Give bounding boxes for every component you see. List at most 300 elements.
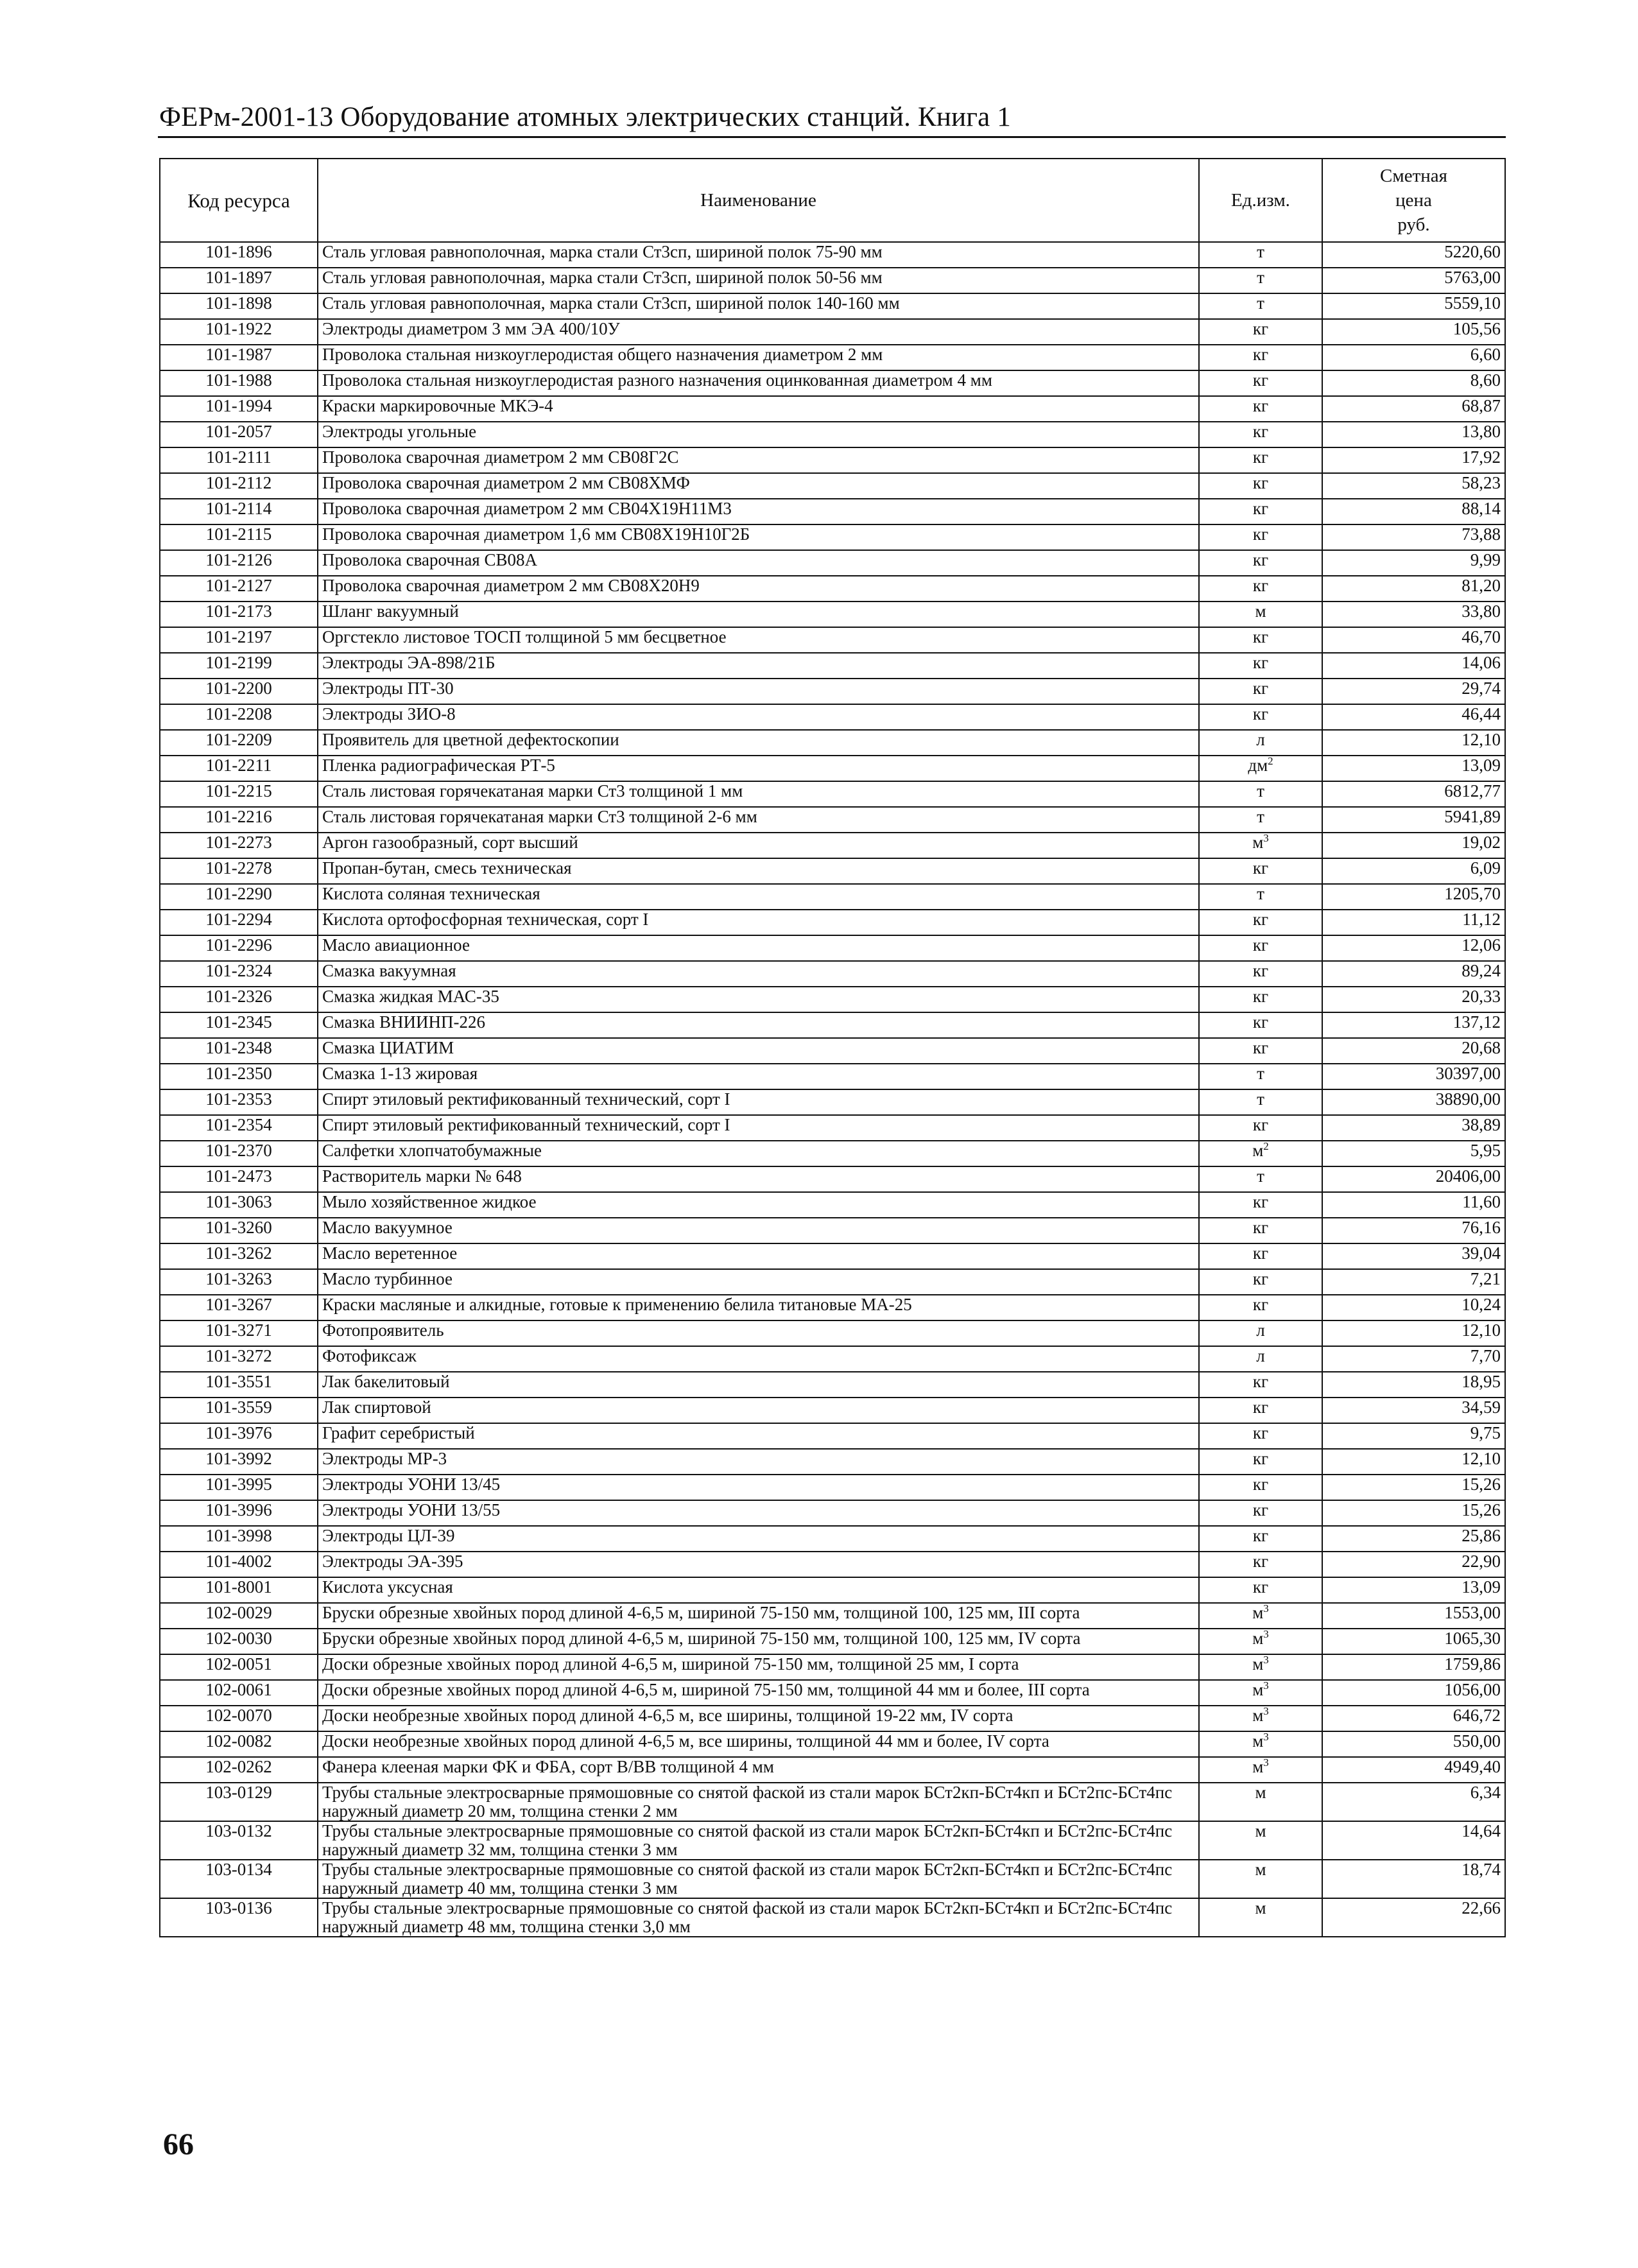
cell-name: Электроды ЗИО-8: [318, 704, 1199, 730]
cell-name: Сталь листовая горячекатаная марки Ст3 толщиной 1 мм: [318, 781, 1199, 807]
cell-code: 101-2294: [160, 910, 318, 935]
cell-unit-text: т: [1257, 242, 1264, 261]
cell-unit-text: кг: [1252, 1012, 1269, 1032]
cell-unit-text: кг: [1252, 704, 1269, 723]
cell-code: 101-2215: [160, 781, 318, 807]
cell-code: 101-2111: [160, 447, 318, 473]
cell-unit: [1199, 1757, 1322, 1783]
cell-name: Масло турбинное: [318, 1269, 1199, 1295]
cell-name: Смазка ВНИИНП-226: [318, 1012, 1199, 1038]
cell-price: 5,95: [1322, 1141, 1505, 1166]
cell-unit: [1199, 1654, 1322, 1680]
cell-unit: [1199, 1680, 1322, 1706]
column-header-code: Код ресурса: [160, 159, 318, 242]
table-header-row: [160, 159, 1505, 242]
table-row: [160, 345, 1505, 370]
cell-name: Сталь угловая равнополочная, марка стали Ст3сп, шириной полок 140-160 мм: [318, 293, 1199, 319]
table-row: [160, 1500, 1505, 1526]
cell-price: 20,68: [1322, 1038, 1505, 1064]
cell-name: Доски необрезные хвойных пород длиной 4-6,5 м, все ширины, толщиной 19-22 мм, IV сорта: [318, 1706, 1199, 1731]
cell-name: Электроды диаметром 3 мм ЭА 400/10У: [318, 319, 1199, 345]
cell-price: 12,10: [1322, 730, 1505, 756]
cell-code: 101-2296: [160, 935, 318, 961]
cell-unit-text: л: [1256, 1346, 1265, 1365]
cell-unit: [1199, 730, 1322, 756]
cell-name: Масло веретенное: [318, 1243, 1199, 1269]
cell-price: 89,24: [1322, 961, 1505, 987]
cell-code: 101-2353: [160, 1089, 318, 1115]
table-row: [160, 1783, 1505, 1821]
cell-name: Сталь угловая равнополочная, марка стали Ст3сп, шириной полок 50-56 мм: [318, 268, 1199, 293]
cell-code: 101-1987: [160, 345, 318, 370]
cell-name: Трубы стальные электросварные прямошовные со снятой фаской из стали марок БСт2кп-БСт4кп и БСт2пс-БСт4пс наружный диаметр 40 мм, толщина стенки 3 мм: [318, 1860, 1199, 1898]
cell-name: Электроды ЭА-395: [318, 1552, 1199, 1577]
cell-unit: [1199, 781, 1322, 807]
cell-unit-text: кг: [1252, 935, 1269, 955]
cell-name: Масло вакуумное: [318, 1218, 1199, 1243]
table-row: [160, 370, 1505, 396]
cell-unit: [1199, 1089, 1322, 1115]
cell-code: 101-2115: [160, 524, 318, 550]
cell-unit: [1199, 627, 1322, 653]
table-row: [160, 1757, 1505, 1783]
cell-unit-text: т: [1257, 1064, 1264, 1083]
cell-price: 22,90: [1322, 1552, 1505, 1577]
cell-name: Проволока стальная низкоуглеродистая общего назначения диаметром 2 мм: [318, 345, 1199, 370]
table-row: [160, 1552, 1505, 1577]
cell-unit-text: кг: [1252, 961, 1269, 980]
cell-unit: [1199, 704, 1322, 730]
cell-code: 101-3063: [160, 1192, 318, 1218]
cell-price: 88,14: [1322, 499, 1505, 524]
table-row: [160, 1064, 1505, 1089]
cell-price: 76,16: [1322, 1218, 1505, 1243]
cell-price: 33,80: [1322, 602, 1505, 627]
cell-name: Графит серебристый: [318, 1423, 1199, 1449]
cell-name: Электроды УОНИ 13/55: [318, 1500, 1199, 1526]
resource-price-table: [159, 158, 1506, 1937]
cell-name: Трубы стальные электросварные прямошовные со снятой фаской из стали марок БСт2кп-БСт4кп и БСт2пс-БСт4пс наружный диаметр 32 мм, толщина стенки 3 мм: [318, 1821, 1199, 1860]
cell-code: 102-0061: [160, 1680, 318, 1706]
cell-unit: [1199, 1475, 1322, 1500]
cell-unit: [1199, 1269, 1322, 1295]
cell-name: Доски необрезные хвойных пород длиной 4-6,5 м, все ширины, толщиной 44 мм и более, IV сорта: [318, 1731, 1199, 1757]
cell-name: Смазка ЦИАТИМ: [318, 1038, 1199, 1064]
table-row: [160, 935, 1505, 961]
table-row: [160, 293, 1505, 319]
cell-code: 101-8001: [160, 1577, 318, 1603]
cell-unit-text: кг: [1252, 576, 1269, 595]
column-header-price-line2: цена: [1395, 190, 1432, 211]
cell-unit: [1199, 1115, 1322, 1141]
cell-price: 8,60: [1322, 370, 1505, 396]
cell-name: Сталь угловая равнополочная, марка стали Ст3сп, шириной полок 75-90 мм: [318, 242, 1199, 268]
cell-name: Сталь листовая горячекатаная марки Ст3 толщиной 2-6 мм: [318, 807, 1199, 833]
cell-code: 101-1988: [160, 370, 318, 396]
cell-unit: [1199, 1577, 1322, 1603]
cell-unit-text: кг: [1252, 1269, 1269, 1288]
cell-name: Масло авиационное: [318, 935, 1199, 961]
cell-price: 15,26: [1322, 1475, 1505, 1500]
table-row: [160, 396, 1505, 422]
cell-unit-text: л: [1256, 730, 1265, 749]
table-row: [160, 1089, 1505, 1115]
cell-code: 101-3995: [160, 1475, 318, 1500]
cell-price: 20406,00: [1322, 1166, 1505, 1192]
cell-unit: [1199, 345, 1322, 370]
cell-unit-text: кг: [1252, 910, 1269, 929]
cell-unit: [1199, 961, 1322, 987]
cell-name: Кислота соляная техническая: [318, 884, 1199, 910]
cell-unit: [1199, 1706, 1322, 1731]
cell-price: 4949,40: [1322, 1757, 1505, 1783]
cell-unit-text: м: [1255, 1821, 1266, 1840]
cell-unit: [1199, 1243, 1322, 1269]
cell-code: 101-2127: [160, 576, 318, 602]
cell-unit: [1199, 1166, 1322, 1192]
table-row: [160, 1603, 1505, 1629]
cell-unit: [1199, 653, 1322, 679]
cell-unit-text: кг: [1252, 499, 1269, 518]
cell-price: 11,60: [1322, 1192, 1505, 1218]
cell-name: Проволока сварочная диаметром 2 мм СВ08Г2С: [318, 447, 1199, 473]
table-row: [160, 1731, 1505, 1757]
table-row: [160, 1526, 1505, 1552]
cell-code: 101-2290: [160, 884, 318, 910]
cell-code: 101-3976: [160, 1423, 318, 1449]
cell-unit: [1199, 1346, 1322, 1372]
table-row: [160, 1115, 1505, 1141]
cell-code: 101-2216: [160, 807, 318, 833]
cell-unit: [1199, 1821, 1322, 1860]
cell-price: 68,87: [1322, 396, 1505, 422]
cell-unit-text: кг: [1252, 473, 1269, 492]
table-row: [160, 576, 1505, 602]
cell-unit: [1199, 396, 1322, 422]
cell-code: 102-0051: [160, 1654, 318, 1680]
table-row: [160, 550, 1505, 576]
column-header-price: [1322, 159, 1505, 242]
column-header-price-line3: руб.: [1397, 214, 1430, 235]
table-row: [160, 1898, 1505, 1937]
cell-name: Проволока сварочная СВ08А: [318, 550, 1199, 576]
cell-unit-text: кг: [1252, 1038, 1269, 1057]
cell-unit-text: кг: [1252, 1500, 1269, 1519]
cell-unit-text: кг: [1252, 524, 1269, 544]
cell-name: Проявитель для цветной дефектоскопии: [318, 730, 1199, 756]
table-row: [160, 730, 1505, 756]
table-row: [160, 781, 1505, 807]
table-row: [160, 1577, 1505, 1603]
cell-price: 9,99: [1322, 550, 1505, 576]
cell-name: Доски обрезные хвойных пород длиной 4-6,5 м, шириной 75-150 мм, толщиной 25 мм, I сорта: [318, 1654, 1199, 1680]
table-row: [160, 1192, 1505, 1218]
cell-name: Пленка радиографическая РТ-5: [318, 756, 1199, 781]
cell-code: 101-3272: [160, 1346, 318, 1372]
cell-name: Электроды УОНИ 13/45: [318, 1475, 1199, 1500]
cell-unit-text: т: [1257, 781, 1264, 801]
table-row: [160, 602, 1505, 627]
cell-unit-text: т: [1257, 884, 1264, 903]
cell-unit-exponent: 3: [1263, 1756, 1269, 1769]
cell-unit: [1199, 268, 1322, 293]
cell-unit-text: кг: [1252, 653, 1269, 672]
table-row: [160, 1629, 1505, 1654]
cell-price: 25,86: [1322, 1526, 1505, 1552]
table-row: [160, 910, 1505, 935]
cell-unit: [1199, 1731, 1322, 1757]
table-row: [160, 679, 1505, 704]
cell-unit-exponent: 3: [1263, 1705, 1269, 1717]
cell-unit-text: м: [1252, 1731, 1264, 1751]
cell-price: 22,66: [1322, 1898, 1505, 1937]
cell-price: 6812,77: [1322, 781, 1505, 807]
table-row: [160, 1141, 1505, 1166]
cell-price: 14,64: [1322, 1821, 1505, 1860]
cell-price: 34,59: [1322, 1398, 1505, 1423]
cell-price: 13,09: [1322, 756, 1505, 781]
table-row: [160, 961, 1505, 987]
cell-unit: [1199, 756, 1322, 781]
cell-price: 13,80: [1322, 422, 1505, 447]
cell-name: Спирт этиловый ректификованный технический, сорт I: [318, 1089, 1199, 1115]
cell-code: 101-1897: [160, 268, 318, 293]
cell-code: 101-3260: [160, 1218, 318, 1243]
cell-unit-exponent: 2: [1263, 1140, 1269, 1152]
cell-unit-text: кг: [1252, 1398, 1269, 1417]
cell-code: 103-0129: [160, 1783, 318, 1821]
table-row: [160, 1449, 1505, 1475]
cell-price: 19,02: [1322, 833, 1505, 858]
cell-name: Кислота ортофосфорная техническая, сорт I: [318, 910, 1199, 935]
table-row: [160, 524, 1505, 550]
cell-name: Кислота уксусная: [318, 1577, 1199, 1603]
cell-code: 102-0082: [160, 1731, 318, 1757]
cell-code: 101-2112: [160, 473, 318, 499]
cell-price: 30397,00: [1322, 1064, 1505, 1089]
cell-price: 12,10: [1322, 1320, 1505, 1346]
table-row: [160, 1398, 1505, 1423]
table-row: [160, 1706, 1505, 1731]
cell-unit: [1199, 576, 1322, 602]
cell-unit-text: т: [1257, 1089, 1264, 1109]
table-row: [160, 1320, 1505, 1346]
cell-unit-text: кг: [1252, 370, 1269, 390]
cell-unit: [1199, 524, 1322, 550]
cell-code: 101-3996: [160, 1500, 318, 1526]
cell-name: Проволока сварочная диаметром 2 мм СВ08Х20Н9: [318, 576, 1199, 602]
cell-name: Смазка жидкая МАС-35: [318, 987, 1199, 1012]
cell-name: Краски масляные и алкидные, готовые к применению белила титановые МА-25: [318, 1295, 1199, 1320]
cell-name: Электроды МР-3: [318, 1449, 1199, 1475]
cell-price: 6,09: [1322, 858, 1505, 884]
cell-unit-text: м: [1252, 833, 1264, 852]
table-row: [160, 1166, 1505, 1192]
cell-unit: [1199, 1552, 1322, 1577]
column-header-unit: Ед.изм.: [1199, 159, 1322, 242]
table-row: [160, 242, 1505, 268]
cell-unit-text: кг: [1252, 1115, 1269, 1134]
cell-code: 101-3559: [160, 1398, 318, 1423]
page-title: ФЕРм-2001-13 Оборудование атомных электрических станций. Книга 1: [159, 102, 1012, 132]
cell-unit: [1199, 679, 1322, 704]
cell-unit-text: кг: [1252, 550, 1269, 569]
cell-name: Фотофиксаж: [318, 1346, 1199, 1372]
table-row: [160, 1821, 1505, 1860]
cell-name: Лак бакелитовый: [318, 1372, 1199, 1398]
cell-code: 101-2197: [160, 627, 318, 653]
header-divider: [158, 136, 1506, 138]
cell-unit: [1199, 242, 1322, 268]
cell-price: 38890,00: [1322, 1089, 1505, 1115]
cell-unit: [1199, 1423, 1322, 1449]
cell-price: 73,88: [1322, 524, 1505, 550]
table-row: [160, 1680, 1505, 1706]
cell-code: 101-2345: [160, 1012, 318, 1038]
cell-price: 5763,00: [1322, 268, 1505, 293]
table-row: [160, 1269, 1505, 1295]
cell-unit: [1199, 293, 1322, 319]
cell-unit-text: кг: [1252, 1295, 1269, 1314]
cell-name: Смазка вакуумная: [318, 961, 1199, 987]
cell-code: 101-2473: [160, 1166, 318, 1192]
cell-unit-text: л: [1256, 1320, 1265, 1340]
cell-price: 20,33: [1322, 987, 1505, 1012]
cell-unit-text: м: [1255, 1783, 1266, 1802]
cell-code: 101-1896: [160, 242, 318, 268]
cell-unit-text: кг: [1252, 627, 1269, 646]
cell-unit-text: кг: [1252, 1475, 1269, 1494]
cell-code: 101-2209: [160, 730, 318, 756]
cell-code: 103-0136: [160, 1898, 318, 1937]
table-row: [160, 1038, 1505, 1064]
cell-code: 102-0030: [160, 1629, 318, 1654]
cell-unit: [1199, 807, 1322, 833]
table-row: [160, 1346, 1505, 1372]
cell-name: Проволока сварочная диаметром 2 мм СВ08ХМФ: [318, 473, 1199, 499]
cell-code: 101-1922: [160, 319, 318, 345]
cell-code: 102-0029: [160, 1603, 318, 1629]
cell-code: 103-0134: [160, 1860, 318, 1898]
cell-price: 105,56: [1322, 319, 1505, 345]
table-row: [160, 807, 1505, 833]
cell-unit: [1199, 370, 1322, 396]
cell-unit-exponent: 2: [1268, 755, 1273, 767]
cell-unit: [1199, 1295, 1322, 1320]
cell-unit-text: м: [1252, 1706, 1264, 1725]
cell-unit-exponent: 3: [1263, 1654, 1269, 1666]
cell-name: Пропан-бутан, смесь техническая: [318, 858, 1199, 884]
cell-unit: [1199, 499, 1322, 524]
cell-name: Доски обрезные хвойных пород длиной 4-6,5 м, шириной 75-150 мм, толщиной 44 мм и более, III сорта: [318, 1680, 1199, 1706]
cell-code: 101-3992: [160, 1449, 318, 1475]
cell-name: Фанера клееная марки ФК и ФБА, сорт В/ВВ толщиной 4 мм: [318, 1757, 1199, 1783]
cell-code: 102-0070: [160, 1706, 318, 1731]
column-header-name: Наименование: [318, 159, 1199, 242]
table-row: [160, 1218, 1505, 1243]
cell-unit: [1199, 1192, 1322, 1218]
cell-code: 101-3267: [160, 1295, 318, 1320]
cell-code: 101-2370: [160, 1141, 318, 1166]
cell-name: Оргстекло листовое ТОСП толщиной 5 мм бесцветное: [318, 627, 1199, 653]
cell-unit: [1199, 935, 1322, 961]
cell-code: 101-2126: [160, 550, 318, 576]
cell-name: Фотопроявитель: [318, 1320, 1199, 1346]
cell-name: Проволока стальная низкоуглеродистая разного назначения оцинкованная диаметром 4 мм: [318, 370, 1199, 396]
cell-unit: [1199, 319, 1322, 345]
cell-unit-text: кг: [1252, 1449, 1269, 1468]
cell-code: 101-1898: [160, 293, 318, 319]
cell-unit-exponent: 3: [1263, 1628, 1269, 1640]
cell-price: 39,04: [1322, 1243, 1505, 1269]
cell-unit-text: кг: [1252, 1526, 1269, 1545]
table-row: [160, 833, 1505, 858]
table-row: [160, 987, 1505, 1012]
cell-unit: [1199, 1783, 1322, 1821]
cell-name: Аргон газообразный, сорт высший: [318, 833, 1199, 858]
cell-price: 1065,30: [1322, 1629, 1505, 1654]
cell-unit-text: кг: [1252, 1192, 1269, 1211]
cell-name: Лак спиртовой: [318, 1398, 1199, 1423]
cell-unit: [1199, 1218, 1322, 1243]
cell-unit-text: м: [1252, 1629, 1264, 1648]
cell-price: 5220,60: [1322, 242, 1505, 268]
table-row: [160, 447, 1505, 473]
cell-unit: [1199, 447, 1322, 473]
table-row: [160, 704, 1505, 730]
cell-unit: [1199, 1629, 1322, 1654]
cell-name: Электроды угольные: [318, 422, 1199, 447]
cell-unit-exponent: 3: [1263, 832, 1269, 844]
cell-code: 101-2350: [160, 1064, 318, 1089]
table-row: [160, 858, 1505, 884]
cell-unit-text: м: [1255, 1898, 1266, 1917]
cell-price: 46,44: [1322, 704, 1505, 730]
cell-unit-text: м: [1252, 1757, 1264, 1776]
cell-name: Трубы стальные электросварные прямошовные со снятой фаской из стали марок БСт2кп-БСт4кп и БСт2пс-БСт4пс наружный диаметр 20 мм, толщина стенки 2 мм: [318, 1783, 1199, 1821]
cell-unit-text: кг: [1252, 422, 1269, 441]
cell-price: 1056,00: [1322, 1680, 1505, 1706]
cell-code: 101-2173: [160, 602, 318, 627]
cell-code: 101-4002: [160, 1552, 318, 1577]
cell-unit: [1199, 1860, 1322, 1898]
cell-price: 18,95: [1322, 1372, 1505, 1398]
cell-code: 101-2354: [160, 1115, 318, 1141]
cell-unit: [1199, 1398, 1322, 1423]
cell-unit-text: м: [1252, 1603, 1264, 1622]
cell-unit: [1199, 1141, 1322, 1166]
cell-unit-text: м: [1255, 602, 1266, 621]
cell-name: Спирт этиловый ректификованный технический, сорт I: [318, 1115, 1199, 1141]
cell-name: Электроды ПТ-30: [318, 679, 1199, 704]
cell-code: 101-2278: [160, 858, 318, 884]
cell-name: Проволока сварочная диаметром 1,6 мм СВ08Х19Н10Г2Б: [318, 524, 1199, 550]
column-header-price-line1: Сметная: [1380, 166, 1447, 186]
cell-price: 13,09: [1322, 1577, 1505, 1603]
cell-price: 7,70: [1322, 1346, 1505, 1372]
cell-name: Трубы стальные электросварные прямошовные со снятой фаской из стали марок БСт2кп-БСт4кп и БСт2пс-БСт4пс наружный диаметр 48 мм, толщина стенки 3,0 мм: [318, 1898, 1199, 1937]
cell-unit-text: т: [1257, 807, 1264, 826]
cell-unit-exponent: 3: [1263, 1731, 1269, 1743]
cell-name: Электроды ЦЛ-39: [318, 1526, 1199, 1552]
cell-code: 101-2326: [160, 987, 318, 1012]
table-row: [160, 422, 1505, 447]
cell-unit-exponent: 3: [1263, 1679, 1269, 1692]
cell-unit-text: кг: [1252, 447, 1269, 467]
cell-unit: [1199, 550, 1322, 576]
cell-price: 9,75: [1322, 1423, 1505, 1449]
cell-name: Проволока сварочная диаметром 2 мм СВ04Х19Н11М3: [318, 499, 1199, 524]
